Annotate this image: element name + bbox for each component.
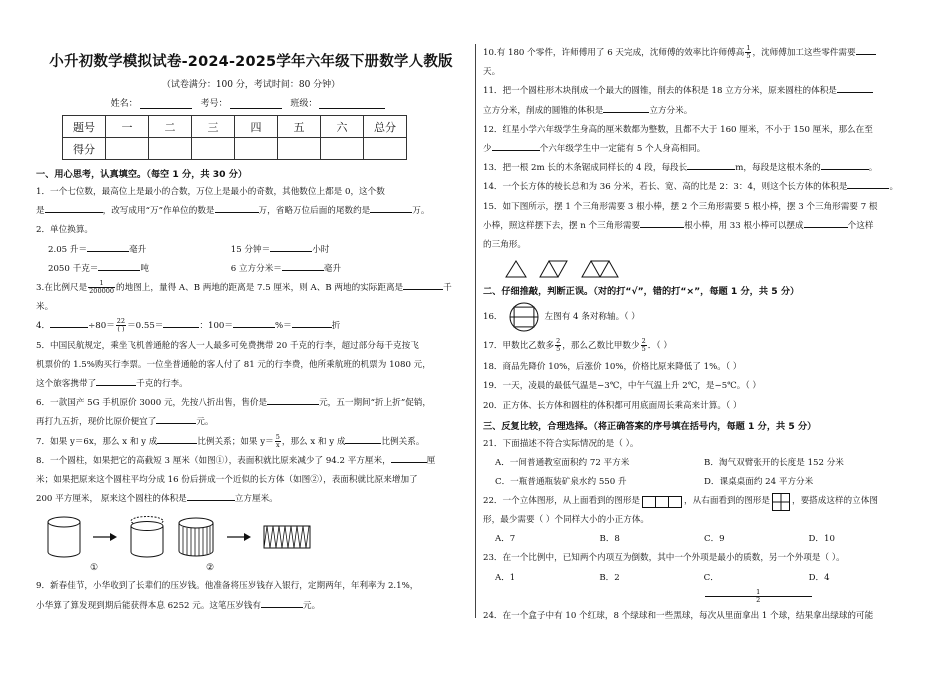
cylinder-icon (46, 515, 82, 559)
q17-fraction-2 (641, 338, 647, 353)
question-line (36, 413, 466, 432)
left-column (36, 44, 466, 616)
fraction-denominator: x (275, 440, 280, 449)
question-text: m，每段是这根木条的 (735, 163, 821, 174)
exam-title: 小升初数学模拟试卷-2024-2025学年六年级下册数学人教版 (49, 54, 453, 70)
circle-square-icon (509, 302, 539, 332)
fraction-numerator: 5 (275, 432, 280, 441)
section-3-heading: 三、反复比较，合理选择。（将正确答案的序号填在括号内，每题 1 分，共 5 分） (483, 420, 817, 432)
option-label: C． (703, 572, 719, 583)
option-c-fraction (705, 589, 810, 604)
figure-labels (36, 563, 466, 577)
question-text: 再打九五折，现价比原价便宜了 (36, 417, 157, 428)
answer-blank[interactable] (233, 317, 275, 328)
answer-blank[interactable] (856, 44, 876, 55)
question-line: 米。 (36, 302, 54, 313)
score-table-header-row (63, 116, 407, 138)
approximate-cuboid-icon (262, 522, 314, 552)
question-text: 15 分钟＝ (230, 244, 271, 255)
option-c: C．9 (704, 534, 725, 545)
question-text: 个六年级学生中一定能有 5 个人身高相同。 (539, 144, 706, 155)
question-line (36, 394, 466, 413)
answer-blank[interactable] (821, 159, 869, 170)
question-text: ：100＝ (199, 321, 233, 332)
student-info-fields (36, 96, 466, 109)
question-14 (483, 178, 913, 197)
question-line: 12．红星小学六年级学生身高的厘米数都为整数，且都不大于 160 厘米，不小于 150 厘米，那么在至 (483, 124, 873, 135)
question-text: 小棒，照这样摆下去，摆 n 个三角形需要 (483, 220, 641, 231)
question-text: 7．如果 y＝6x，那么 x 和 y 成 (36, 436, 158, 447)
answer-blank[interactable] (391, 452, 427, 463)
question-text: 千克的行李。 (136, 379, 188, 390)
fraction-numerator: 1 (705, 589, 812, 597)
question-text: 6 立方分米＝ (230, 263, 282, 274)
question-text: 小时 (312, 244, 330, 255)
question-23: 23．在一个比例中，已知两个内项互为倒数，其中一个外项是最小的质数，另一个外项是（ ）。 (483, 553, 845, 564)
question-6 (36, 394, 466, 432)
question-line (483, 217, 913, 236)
right-column (483, 44, 913, 626)
question-20: 20．正方体、长方体和圆柱的体积都可用底面周长乘高来计算。（ ） (483, 400, 742, 411)
question-text: 2050 千克＝ (48, 263, 99, 274)
question-text: 8．一个圆柱，如果把它的高截短 3 厘米（如图①），表面积就比原来减少了 94.2 平方厘米， (36, 455, 391, 466)
section-2-heading: 二、仔细推敲，判断正误。（对的打“√”，错的打“×”，每题 1 分，共 5 分） (483, 286, 800, 298)
score-table-cell: 二 (149, 116, 192, 138)
question-text: 11．把一个圆柱形木块削成一个最大的圆锥，削去的体积是 18 立方分米，原来圆柱的体积是 (483, 86, 837, 97)
question-text: 13．把一根 2m 长的木条锯成同样长的 4 段，每段长 (483, 163, 688, 174)
question-text: 比例关系；如果 y (197, 436, 266, 447)
option-d: D．4 (808, 572, 830, 583)
q23-options-row (483, 569, 913, 607)
option-a: A．7 (495, 534, 516, 545)
answer-blank[interactable] (847, 178, 889, 189)
question-text: 吨 (140, 263, 149, 274)
sliced-cylinder-icon (176, 515, 216, 559)
answer-blank[interactable] (87, 241, 129, 252)
side-view-grid-icon (772, 493, 790, 511)
question-line (483, 82, 913, 101)
question-10 (483, 44, 913, 82)
figure-label-2: ② (206, 563, 215, 574)
question-text: 。 (868, 163, 878, 174)
option-b: B．2 (599, 572, 620, 583)
answer-blank[interactable] (98, 260, 140, 271)
question-text: 是 (36, 206, 45, 217)
fraction-denominator: 5 (746, 52, 751, 60)
fraction-denominator: 5 (556, 345, 561, 354)
score-row-label: 得分 (63, 138, 106, 160)
question-text: ＝0.55＝ (127, 321, 164, 332)
score-cell-input[interactable] (321, 138, 364, 160)
fraction-denominator: 5 (641, 345, 646, 354)
conversion-item (48, 260, 228, 279)
answer-blank[interactable] (804, 217, 848, 228)
question-line: 天。 (483, 67, 501, 78)
answer-blank[interactable] (163, 317, 199, 328)
question-text: 立方分米。 (649, 105, 693, 116)
question-text: 16． (483, 311, 503, 322)
option-c: C．一瓶普通瓶装矿泉水约 550 升 (495, 477, 627, 488)
question-1 (36, 183, 466, 221)
arrow-right-icon (92, 532, 118, 542)
question-text: 比例关系。 (381, 436, 425, 447)
question-text: ，要搭成这样的立体图 (791, 496, 878, 507)
arrow-right-icon (226, 532, 252, 542)
question-text: 少 (483, 144, 492, 155)
question-24: 24．在一个盒子中有 10 个红球，8 个绿球和一些黑球，每次从里面拿出 1 个球，结果拿出绿球的可能 (483, 610, 874, 621)
score-cell-input[interactable] (149, 138, 192, 160)
three-triangles-icon (581, 260, 621, 278)
answer-blank[interactable] (215, 202, 259, 213)
id-label: 考号： (200, 99, 228, 109)
question-text: 14．一个长方体的棱长总和为 36 分米，若长、宽、高的比是 2：3：4，则这个长方体的体积是 (483, 182, 848, 193)
score-cell-input[interactable] (106, 138, 149, 160)
class-label: 班级： (290, 99, 318, 109)
class-input[interactable] (319, 99, 385, 109)
question-text: 元，五一期间“折上折”促销， (319, 398, 431, 409)
q21-options-row (483, 473, 913, 492)
question-text: ．（ ） (647, 341, 672, 352)
question-13 (483, 159, 913, 178)
answer-blank[interactable] (492, 140, 540, 151)
answer-blank[interactable] (603, 102, 649, 113)
question-line (483, 492, 913, 511)
unit-conversion-row (36, 260, 466, 279)
answer-blank[interactable] (282, 260, 324, 271)
answer-blank[interactable] (156, 413, 196, 424)
question-text: 左图有 4 条对称轴。（ ） (544, 311, 640, 322)
score-cell-input[interactable] (278, 138, 321, 160)
question-3 (36, 279, 466, 317)
question-text: 个这样 (847, 220, 874, 231)
question-text: ÷80＝ (88, 321, 115, 332)
score-table-cell: 五 (278, 116, 321, 138)
question-text: ，从右面看到的图形是 (684, 496, 770, 507)
question-text: ，那么 x 和 y 成 (281, 436, 346, 447)
unit-conversion-row (36, 241, 466, 260)
question-line: 2．单位换算。 (36, 225, 94, 236)
fraction-numerator: 22 (116, 317, 126, 326)
option-a: A．一间普通教室面积约 72 平方米 (495, 458, 630, 469)
question-21: 21．下面描述不符合实际情况的是（ ）。 (483, 438, 639, 449)
question-line (36, 452, 466, 471)
fraction-numerator: 1 (746, 44, 751, 52)
question-text: %＝ (275, 321, 292, 332)
question-text: 毫升 (323, 263, 342, 274)
question-text: 22．一个立体图形，从上面看到的图形是 (483, 496, 641, 507)
answer-blank[interactable] (187, 490, 235, 501)
score-table-score-row (63, 138, 407, 160)
answer-blank[interactable] (157, 433, 197, 444)
question-12 (483, 121, 913, 159)
question-text: 毫升 (129, 244, 147, 255)
question-text: 10.有 180 个零件，许师傅用了 6 天完成，沈师傅的效率比许师傅高 (483, 48, 745, 58)
question-text: 200 平方厘米， 原来这个圆柱的体积是 (36, 494, 187, 505)
question-16 (483, 300, 913, 334)
scale-fraction (88, 280, 115, 295)
question-line (36, 597, 466, 616)
question-4 (36, 317, 466, 336)
cut-cylinder-icon (128, 515, 166, 559)
question-19: 19．一天，凌晨的最低气温是−3℃，中午气温上升 2℃，是−5℃。（ ） (483, 381, 761, 392)
fraction-denominator: 200000 (89, 287, 114, 296)
fraction-numerator: 1 (88, 280, 115, 288)
answer-blank[interactable] (270, 241, 312, 252)
question-text: ，沈师傅加工这些零件需要 (752, 48, 856, 58)
question-7 (36, 433, 466, 452)
figure-label-1: ① (90, 563, 99, 574)
option-a: A．1 (495, 572, 516, 583)
q21-options-row (483, 454, 913, 473)
question-line (483, 102, 913, 121)
score-table (62, 115, 407, 160)
answer-blank[interactable] (687, 159, 735, 170)
question-line (36, 490, 466, 509)
question-text: ，那么乙数比甲数少 (562, 341, 640, 352)
question-line: 形，最少需要（ ）个同样大小的小正方体。 (483, 515, 650, 526)
answer-blank[interactable] (837, 82, 873, 93)
question-text: 元。 (196, 417, 214, 428)
answer-blank[interactable] (267, 394, 319, 405)
question-text: 6．一款国产 5G 手机原价 3000 元，先按八折出售，售价是 (36, 398, 268, 409)
answer-blank[interactable] (50, 317, 88, 328)
question-line (483, 140, 913, 159)
question-18: 18．商品先降价 10%，后涨价 10%，价格比原来降低了 1%。（ ） (483, 362, 742, 373)
question-15 (483, 198, 913, 256)
score-table-cell: 六 (321, 116, 364, 138)
score-cell-input[interactable] (192, 138, 235, 160)
name-label: 姓名： (110, 99, 138, 109)
question-text: 3.在比例尺是 (36, 283, 88, 294)
answer-blank[interactable] (45, 202, 103, 213)
question-text: 立方厘米。 (234, 494, 278, 505)
id-input[interactable] (230, 99, 282, 109)
score-table-cell: 四 (235, 116, 278, 138)
q17-fraction-1 (555, 338, 561, 353)
question-text: 。 (889, 182, 899, 193)
option-c (704, 569, 809, 607)
question-line: 米；如果把原来这个圆柱平均分成 16 份后拼成一个近似的长方体（如图②），表面积就比原来增加了 (36, 475, 418, 486)
question-line: 15．如下图所示，摆 1 个三角形需要 3 根小棒，摆 2 个三角形需要 5 根小棒，摆 3 个三角形需要 7 根 (483, 201, 878, 212)
question-text: 厘 (426, 455, 436, 466)
question-line (36, 279, 466, 298)
one-triangle-icon (505, 260, 527, 278)
question-text: 立方分米，削成的圆锥的体积是 (483, 105, 604, 116)
question-line: 1．一个七位数，最高位上是最小的合数，万位上是最小的奇数，其他数位上都是 0，这个数 (36, 187, 385, 197)
question-text: 小华算了算发现到期后能获得本息 6252 元。这笔压岁钱有 (36, 600, 261, 611)
exam-subtitle: （试卷满分：100 分，考试时间：80 分钟） (161, 80, 341, 90)
q10-fraction (745, 45, 751, 60)
question-9 (36, 577, 466, 615)
top-view-grid-icon (642, 496, 682, 508)
question-text: 折 (331, 321, 341, 332)
question-line: 9．新春佳节，小华收到了长辈们的压岁钱。他准备将压岁钱存入银行，定期两年，年利率为 2.1%， (36, 581, 419, 592)
conversion-item (231, 241, 411, 260)
option-b: B．淘气双臂张开的长度是 152 分米 (704, 458, 844, 469)
fraction-denominator[interactable]: ( ) (117, 325, 125, 334)
q4-fraction (116, 318, 126, 333)
fraction-numerator: 2 (556, 337, 561, 346)
question-line: 的三角形。 (483, 240, 526, 251)
cylinder-figures (46, 511, 466, 563)
score-table-cell: 三 (192, 116, 235, 138)
question-text: 万。 (412, 206, 430, 217)
question-text: 2.05 升＝ (48, 244, 88, 255)
section-1-heading: 一、用心思考，认真填空。（每空 1 分，共 30 分） (36, 169, 248, 180)
triangle-pattern-figures (505, 259, 913, 279)
question-11 (483, 82, 913, 120)
question-22 (483, 492, 913, 530)
score-cell-input[interactable] (235, 138, 278, 160)
answer-blank[interactable] (640, 217, 684, 228)
question-line: 机票价的 1.5%购买行李票。一位坐普通舱的客人付了 81 元的行李费，他所乘航班的机票为 1080 元， (36, 359, 431, 370)
question-line (36, 375, 466, 394)
answer-blank[interactable] (345, 433, 381, 444)
score-table-cell: 总分 (364, 116, 407, 138)
conversion-item (231, 260, 411, 279)
score-cell-input[interactable] (364, 138, 407, 160)
score-table-cell: 一 (106, 116, 149, 138)
question-text: 根小棒，用 33 根小棒可以摆成 (684, 220, 804, 231)
question-text: 千 (443, 283, 452, 294)
question-8 (36, 452, 466, 510)
option-d: D．课桌桌面约 24 平方分米 (704, 477, 814, 488)
q7-fraction (275, 434, 281, 449)
two-triangles-icon (539, 260, 569, 278)
option-b: B．8 (599, 534, 620, 545)
question-text: 17．甲数比乙数多 (483, 341, 555, 352)
question-17 (483, 334, 913, 358)
question-text: 的地图上，量得 A、B 两地的距离是 7.5 厘米，则 A、B 两地的实际距离是 (116, 283, 404, 294)
option-d: D．10 (808, 534, 835, 545)
score-table-cell: 题号 (63, 116, 106, 138)
column-divider (475, 44, 476, 618)
question-line (36, 202, 466, 221)
conversion-item (48, 241, 228, 260)
answer-blank[interactable] (370, 202, 412, 213)
question-text: 这个旅客携带了 (36, 379, 97, 390)
fraction-denominator: 2 (756, 595, 761, 604)
question-text: 4． (36, 321, 51, 332)
question-5 (36, 337, 466, 395)
question-text: 万，省略万位后面的尾数约是 (258, 206, 371, 217)
fraction-numerator: 2 (641, 337, 646, 346)
question-line: 5．中国民航规定，乘坐飞机普通舱的客人一人最多可免费携带 20 千克的行李，超过部分每千克按飞 (36, 340, 419, 351)
q22-options-row (483, 530, 913, 549)
answer-blank[interactable] (292, 317, 332, 328)
question-text: 元。 (303, 600, 321, 611)
answer-blank[interactable] (403, 279, 443, 290)
question-line (483, 44, 913, 63)
question-text: ，改写成用“万”作单位的数是 (102, 206, 215, 217)
question-2 (36, 221, 466, 279)
answer-blank[interactable] (261, 597, 303, 608)
answer-blank[interactable] (96, 375, 136, 386)
name-input[interactable] (140, 99, 192, 109)
equals-sign: ＝ (265, 436, 274, 447)
